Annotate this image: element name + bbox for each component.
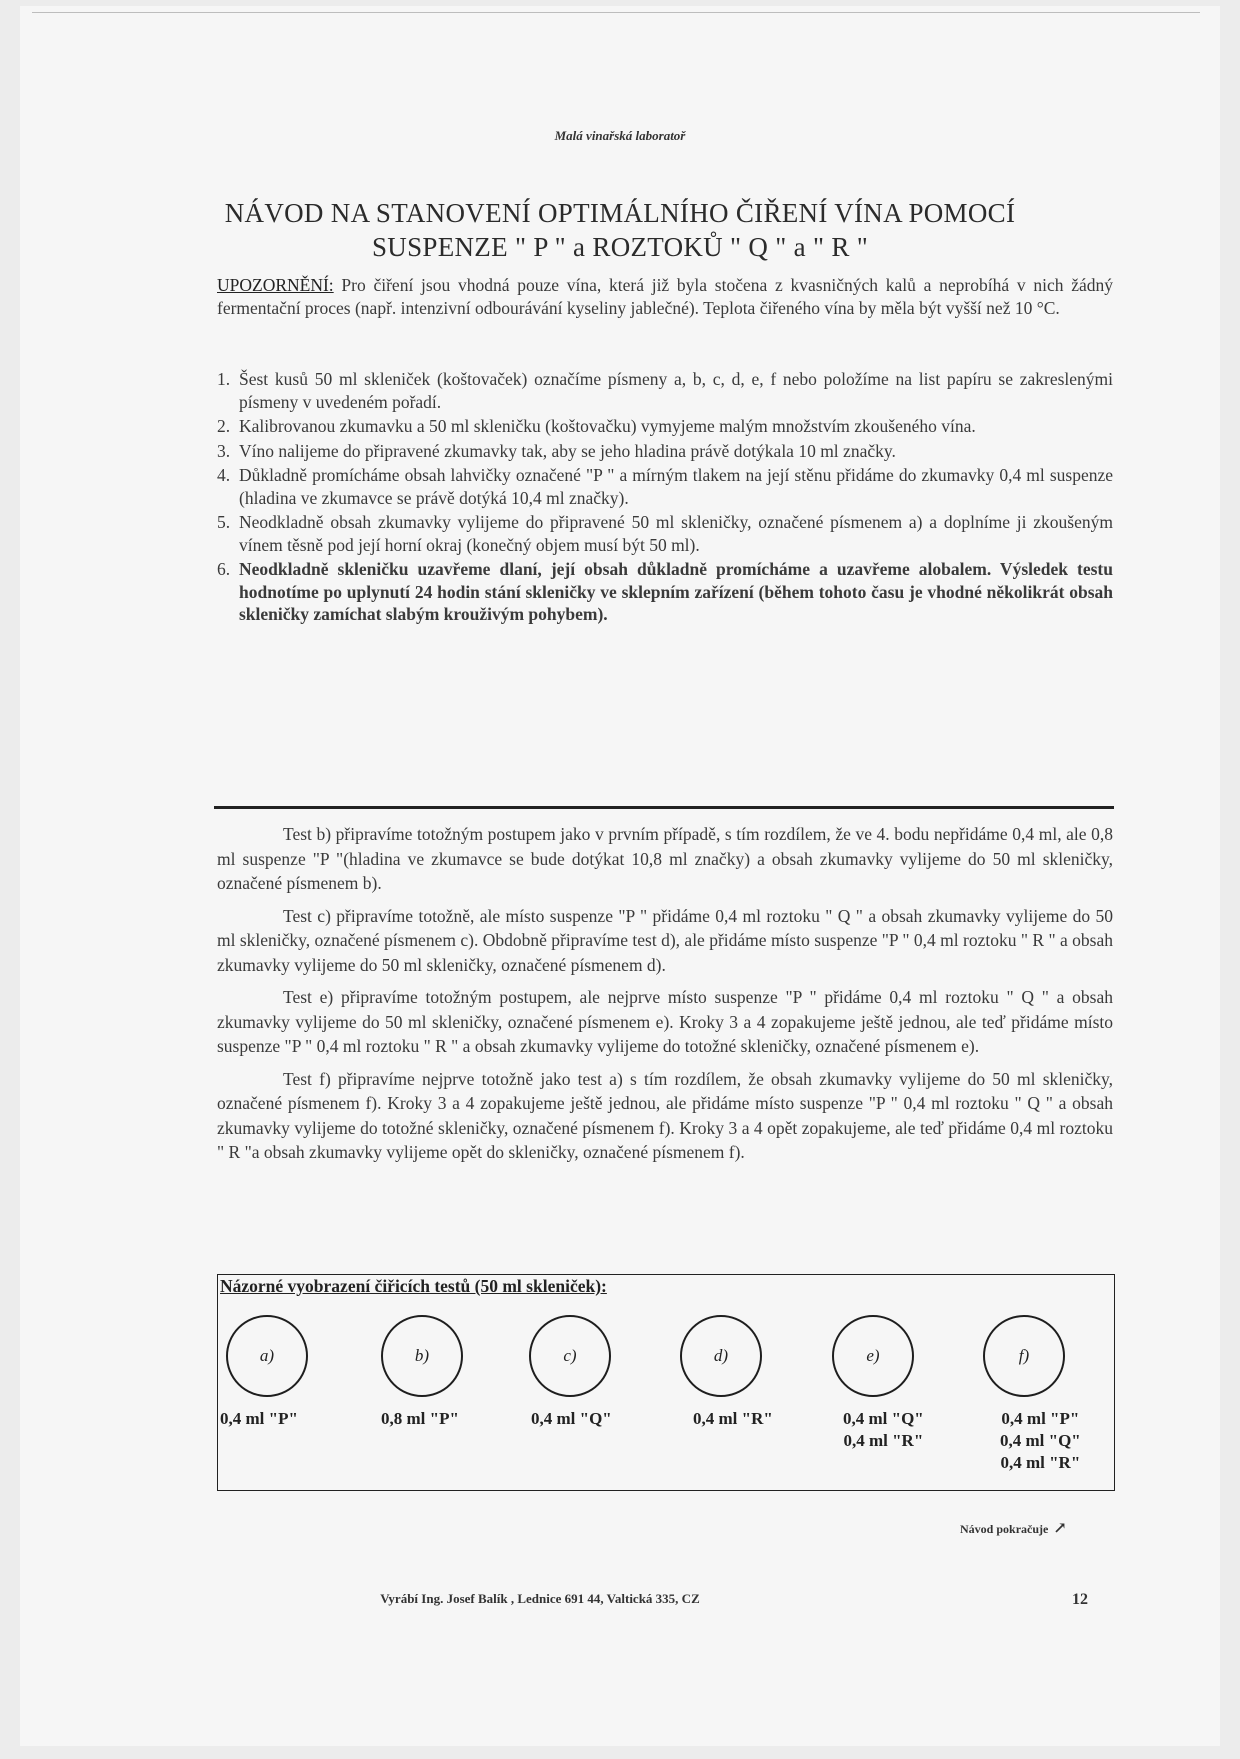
dose-line: 0,4 ml "P" [1001, 1409, 1080, 1428]
glasses-illustration-box [217, 1274, 1115, 1491]
continued-text: Návod pokračuje [960, 1522, 1049, 1536]
test-paragraph-f: Test f) připravíme nejprve totožně jako test a) s tím rozdílem, že obsah zkumavky vylijeme do 50 ml skleničky, označené písmenem f). Kroky 3 a 4 zopakujeme ještě jednou, ale přidáme místo suspenze "P " 0,4 ml roztoku " Q " a obsah zkumavky vylijeme do totožné skleničky, označené písmenem f). Kroky 3 a 4 opět zopakujeme, ale teď přidáme 0,4 ml roztoku " R "a obsah zkumavky vylijeme opět do skleničky, označené písmenem f). [217, 1068, 1113, 1162]
glass-label-d [693, 1408, 773, 1430]
glass-label-b [381, 1408, 459, 1430]
figure-title: Názorné vyobrazení čiřicích testů (50 ml skleniček): [220, 1276, 607, 1296]
dose-line: 0,4 ml "R" [1000, 1453, 1081, 1472]
step-item [217, 464, 1113, 509]
test-paragraph-e: Test e) připravíme totožným postupem, ale nejprve místo suspenze "P " přidáme 0,4 ml roztoku " Q " a obsah zkumavky vylijeme do 50 ml skleničky, označené písmenem e). Kroky 3 a 4 zopakujeme ještě jednou, ale teď přidáme místo suspenze "P " 0,4 ml roztoku " R " a obsah zkumavky vylijeme do totožné skleničky, označené písmenem e). [217, 987, 1113, 1056]
glass-circle-a [226, 1315, 308, 1397]
dose-line: 0,4 ml "P" [220, 1409, 298, 1428]
step-number: 6. [217, 559, 231, 579]
step-text: Kalibrovanou zkumavku a 50 ml skleničku (koštovačku) vymyjeme malým množstvím zkoušeného vína. [239, 416, 976, 436]
warning-paragraph [217, 274, 1113, 319]
document-page [20, 6, 1220, 1746]
step-number: 2. [217, 416, 231, 436]
glass-letter: e) [866, 1346, 880, 1365]
dose-line: 0,4 ml "R" [843, 1431, 924, 1450]
step-number: 3. [217, 440, 231, 461]
document-title [140, 196, 1100, 264]
warning-label: UPOZORNĚNÍ: [217, 275, 334, 295]
glass-circle-e [832, 1315, 914, 1397]
step-text: Šest kusů 50 ml skleniček (koštovaček) označíme písmeny a, b, c, d, e, f nebo položíme na list papíru se zakreslenými písmeny v uvedeném pořadí. [239, 369, 1113, 412]
glass-letter: b) [414, 1346, 430, 1365]
top-border-line [32, 12, 1200, 13]
figure-top-border [217, 1274, 1115, 1275]
step-item [217, 440, 1113, 463]
warning-text: Pro čiření jsou vhodná pouze vína, která již byla stočena z kvasničných kalů a neprobíhá v nich žádný fermentační proces (např. intenzivní odbourávání kyseliny jablečné). Teplota čiřeného vína by měla být vyšší než 10 °C. [217, 275, 1113, 318]
step-number: 4. [217, 465, 231, 485]
arrow-up-right-icon: ↗ [1053, 1520, 1067, 1537]
step-text: Víno nalijeme do připravené zkumavky tak, aby se jeho hladina právě dotýkala 10 ml značky. [239, 440, 896, 461]
running-header: Malá vinařská laboratoř [554, 128, 686, 143]
glass-label-a [220, 1408, 298, 1430]
section-divider [214, 806, 1114, 809]
glass-label-f [1000, 1408, 1081, 1474]
footer-text: Vyrábí Ing. Josef Balík , Lednice 691 44, Valtická 335, CZ [380, 1591, 700, 1606]
glass-letter: d) [713, 1346, 729, 1365]
glass-label-c [531, 1408, 612, 1430]
title-line-2: SUSPENZE " P " a ROZTOKŮ " Q " a " R " [371, 232, 869, 262]
step-number: 5. [217, 512, 231, 532]
dose-line: 0,4 ml "R" [693, 1409, 773, 1428]
glass-circle-d [680, 1315, 762, 1397]
glass-circle-f [983, 1315, 1065, 1397]
glass-letter: c) [563, 1346, 577, 1365]
step-item [217, 368, 1113, 413]
glass-circle-b [381, 1315, 463, 1397]
step-item [217, 511, 1113, 556]
test-paragraph-c-d: Test c) připravíme totožně, ale místo suspenze "P " přidáme 0,4 ml roztoku " Q " a obsah zkumavky vylijeme do 50 ml skleničky, označené písmenem c). Obdobně připravíme test d), ale přidáme místo suspenze "P " 0,4 ml roztoku " R " a obsah zkumavky vylijeme do 50 ml skleničky, označené písmenem d). [217, 905, 1113, 975]
step-text: Neodkladně skleničku uzavřeme dlaní, její obsah důkladně promícháme a uzavřeme alobalem. Výsledek testu hodnotíme po uplynutí 24 hodin stání skleničky ve sklepním zařízení (během tohoto času je vhodné několikrát obsah skleničky zamíchat slabým krouživým pohybem). [239, 559, 1113, 624]
glass-circle-c [529, 1315, 611, 1397]
dose-line: 0,4 ml "Q" [1000, 1431, 1081, 1450]
tests-section [217, 822, 1113, 1173]
dose-line: 0,4 ml "Q" [531, 1409, 612, 1428]
step-number: 1. [217, 369, 231, 389]
glass-label-e [843, 1408, 924, 1452]
title-line-1: NÁVOD NA STANOVENÍ OPTIMÁLNÍHO ČIŘENÍ VÍNA POMOCÍ [224, 198, 1016, 228]
glass-letter: f) [1018, 1346, 1030, 1365]
step-text: Důkladně promícháme obsah lahvičky označené "P " a mírným tlakem na její stěnu přidáme do zkumavky 0,4 ml suspenze (hladina ve zkumavce se právě dotýká 10,4 ml značky). [239, 465, 1113, 508]
page-number: 12 [1072, 1591, 1088, 1608]
test-paragraph-b: Test b) připravíme totožným postupem jako v prvním případě, s tím rozdílem, že ve 4. bodu nepřidáme 0,4 ml, ale 0,8 ml suspenze "P "(hladina ve zkumavce se bude dotýkat 10,8 ml značky) a obsah zkumavky vylijeme do 50 ml skleničky, označené písmenem b). [217, 824, 1113, 893]
continued-note [960, 1518, 1067, 1538]
step-text: Neodkladně obsah zkumavky vylijeme do připravené 50 ml skleničky, označené písmenem a) a doplníme ji zkoušeným vínem těsně pod její horní okraj (konečný objem musí být 50 ml). [239, 512, 1113, 555]
dose-line: 0,4 ml "Q" [843, 1409, 924, 1428]
procedure-steps [217, 368, 1113, 628]
dose-line: 0,8 ml "P" [381, 1409, 459, 1428]
step-item [217, 558, 1113, 626]
glass-letter: a) [259, 1346, 275, 1365]
step-item [217, 415, 1113, 438]
